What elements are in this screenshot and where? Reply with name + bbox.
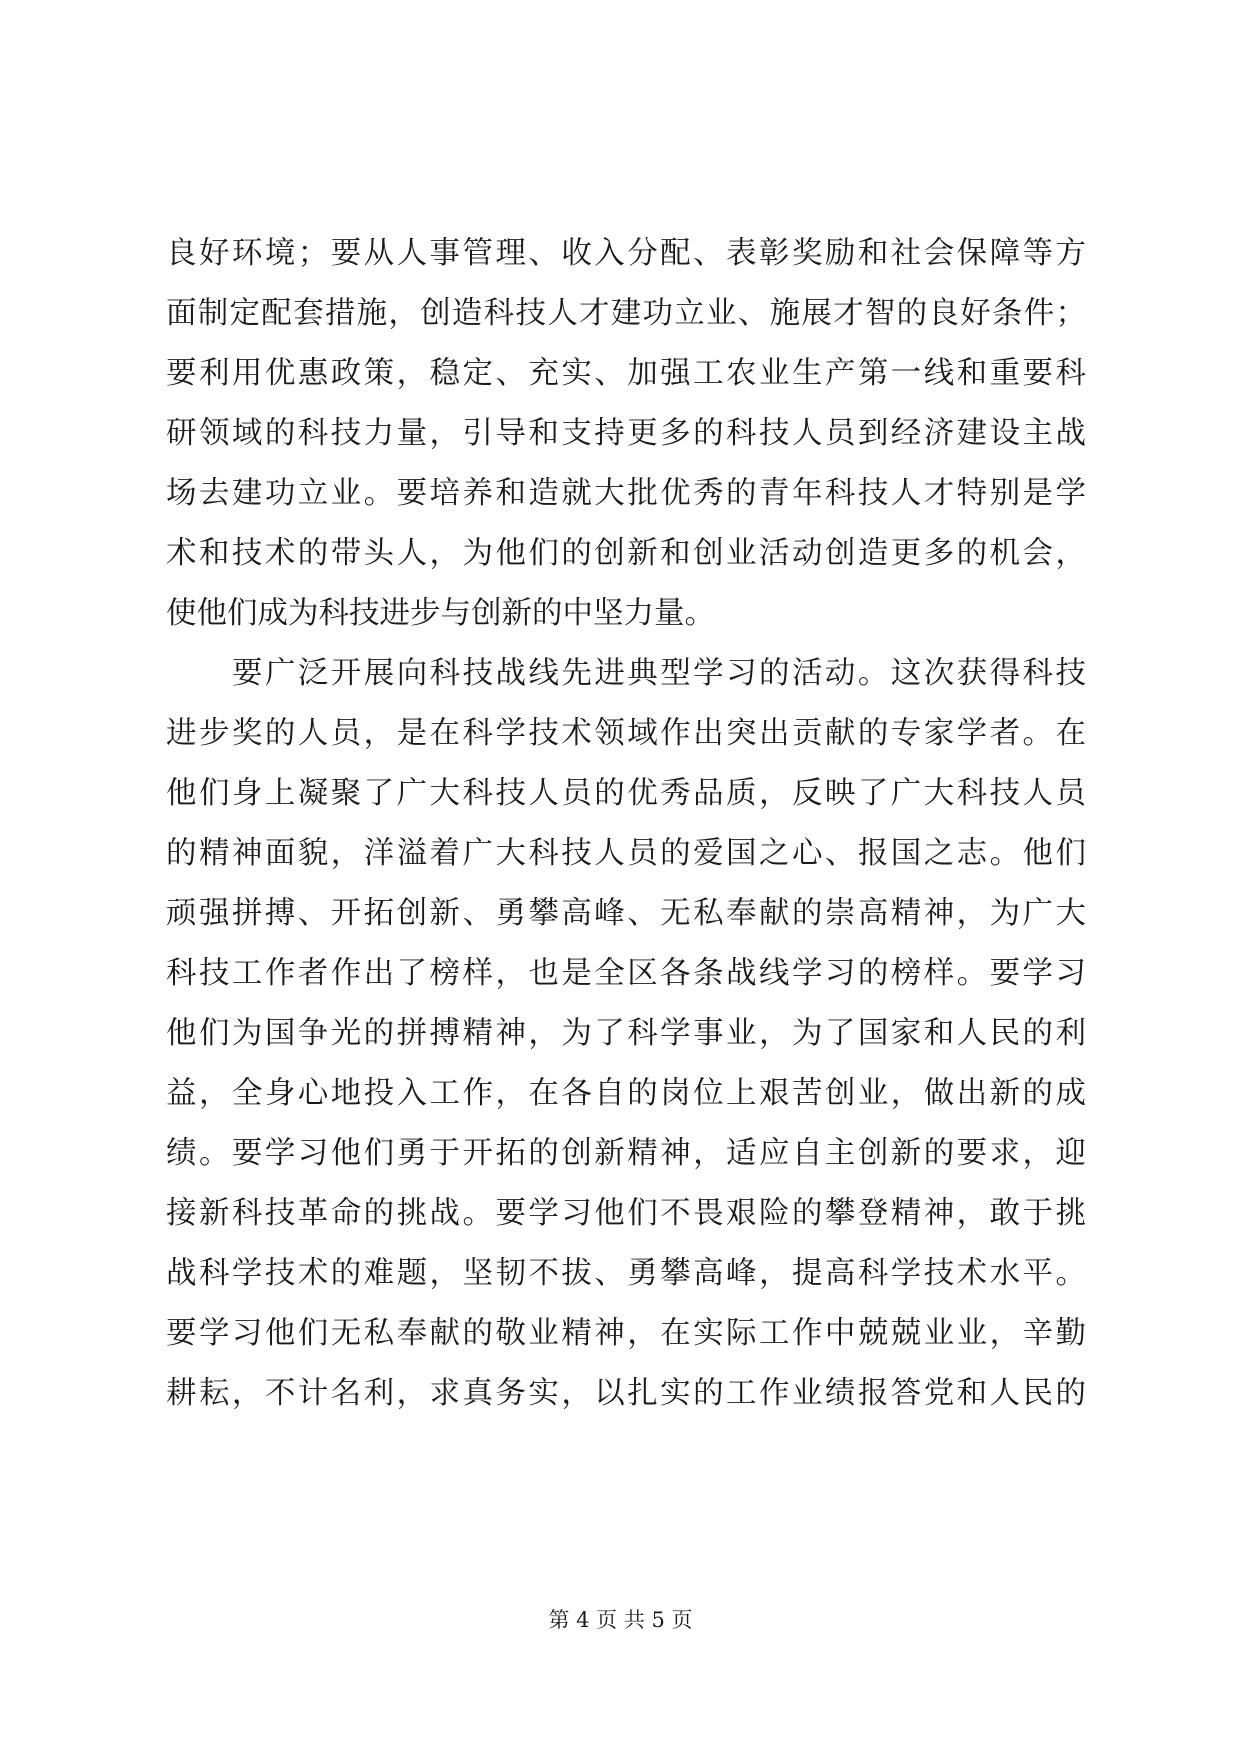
text-line: 他们身上凝聚了广大科技人员的优秀品质，反映了广大科技人员 — [166, 776, 1086, 811]
text-line: 绩。要学习他们勇于开拓的创新精神，适应自主创新的要求，迎 — [166, 1136, 1086, 1171]
page-footer — [0, 1605, 1241, 1635]
body-text — [166, 224, 1086, 1424]
text-line: 顽强拼搏、开拓创新、勇攀高峰、无私奉献的崇高精神，为广大 — [166, 896, 1086, 931]
text-line: 面制定配套措施，创造科技人才建功立业、施展才智的良好条件； — [166, 296, 1086, 331]
text-line: 使他们成为科技进步与创新的中坚力量。 — [166, 596, 715, 631]
text-line: 术和技术的带头人，为他们的创新和创业活动创造更多的机会， — [166, 536, 1086, 571]
text-line: 耕耘，不计名利，求真务实，以扎实的工作业绩报答党和人民的 — [166, 1376, 1086, 1411]
text-line: 要广泛开展向科技战线先进典型学习的活动。这次获得科技 — [232, 656, 1086, 691]
text-line: 进步奖的人员，是在科学技术领域作出突出贡献的专家学者。在 — [166, 716, 1086, 751]
text-line: 研领域的科技力量，引导和支持更多的科技人员到经济建设主战 — [166, 416, 1086, 451]
text-line: 接新科技革命的挑战。要学习他们不畏艰险的攀登精神，敢于挑 — [166, 1196, 1086, 1231]
text-line: 要学习他们无私奉献的敬业精神，在实际工作中兢兢业业，辛勤 — [166, 1316, 1086, 1351]
text-line: 科技工作者作出了榜样，也是全区各条战线学习的榜样。要学习 — [166, 956, 1086, 991]
text-line: 战科学技术的难题，坚韧不拔、勇攀高峰，提高科学技术水平。 — [166, 1256, 1086, 1291]
text-line: 的精神面貌，洋溢着广大科技人员的爱国之心、报国之志。他们 — [166, 836, 1086, 871]
page-number: 第 4 页 共 5 页 — [548, 1608, 693, 1632]
text-line: 要利用优惠政策，稳定、充实、加强工农业生产第一线和重要科 — [166, 356, 1086, 391]
text-line: 良好环境；要从人事管理、收入分配、表彰奖励和社会保障等方 — [166, 236, 1086, 271]
text-line: 他们为国争光的拼搏精神，为了科学事业，为了国家和人民的利 — [166, 1016, 1086, 1051]
text-line: 益，全身心地投入工作，在各自的岗位上艰苦创业，做出新的成 — [166, 1076, 1086, 1111]
text-line: 场去建功立业。要培养和造就大批优秀的青年科技人才特别是学 — [166, 476, 1086, 511]
